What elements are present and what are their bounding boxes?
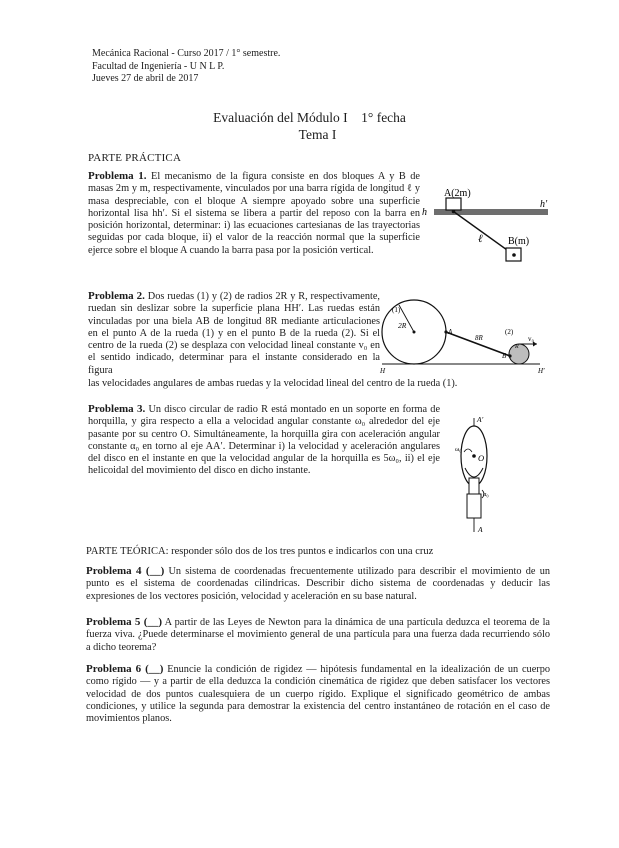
figure-3-disc-fork xyxy=(446,410,506,538)
problem-1 xyxy=(88,170,420,257)
center-1 xyxy=(413,331,416,334)
center-o xyxy=(472,454,476,458)
label-hp: h′ xyxy=(540,199,548,210)
fork-shaft xyxy=(469,478,479,494)
date-line: Jueves 27 de abril de 2017 xyxy=(92,73,199,84)
figure-1-bar-blocks xyxy=(422,186,554,272)
label-w2: (2) xyxy=(505,328,514,336)
problem-6-label: Problema 6 (__) xyxy=(86,663,164,675)
problem-4-label: Problema 4 (__) xyxy=(86,565,165,577)
joint-b xyxy=(508,354,511,357)
label-l: ℓ xyxy=(478,233,483,245)
label-o: O xyxy=(478,453,485,463)
problem-4 xyxy=(86,565,550,603)
label-a: A(2m) xyxy=(444,188,471,199)
practica-heading: PARTE PRÁCTICA xyxy=(88,152,182,164)
label-ap: A′ xyxy=(477,415,484,424)
problem-2 xyxy=(88,290,380,377)
title-line: Evaluación del Módulo I 1° fecha xyxy=(213,110,406,125)
faculty-line: Facultad de Ingeniería - U N L P. xyxy=(92,60,225,72)
figure-2-wheels xyxy=(378,298,548,374)
course-header xyxy=(92,48,280,86)
problem-6-text: Enuncie la condición de rigidez — hipótesis fundamental en la idealización de un cuerpo como rígido — y a partir de ella deduzca la condición cinemática de rigidez que deben satisfacer los vectores velocidad de dos puntos cualesquiera de un cuerpo rígido. Explique el significado geométrico de ambas condiciones, y utilice la segunda para demostrar la existencia del centro instantáneo de rotación en el caso de movimientos planos. xyxy=(86,664,550,725)
problem-2-tail: las velocidades angulares de ambas ruedas y la velocidad lineal del centro de la rueda (1). xyxy=(88,378,458,389)
label-v0: v₀ xyxy=(528,335,534,343)
problem-1-text: El mecanismo de la figura consiste en dos bloques A y B de masas 2m y m, respectivamente, vinculados por una barra rígida de longitud ℓ y masa despreciable, con el bloque A siempre apoyado sobre una superficie horizontal lisa hh′. Si el sistema se libera a partir del reposo con la barra en posición horizontal, determinar: i) las ecuaciones cartesianas de las trayectorias seguidas por cada bloque, ii) el valor de la reacción normal que la superficie ejerce sobre el bloque A cuando la barra pasa por la posición vertical. xyxy=(88,171,420,256)
exam-title xyxy=(0,110,619,143)
label-H: H xyxy=(380,367,386,374)
label-a0: α₀ xyxy=(483,491,489,498)
label-w1: (1) xyxy=(392,306,401,314)
label-Hp: H′ xyxy=(538,367,545,374)
label-w0: ω₀ xyxy=(455,446,462,453)
label-a: A xyxy=(478,525,483,534)
problem-3 xyxy=(88,403,440,478)
pivot-b xyxy=(512,253,516,257)
problem-3-text: Un disco circular de radio R está montado en un soporte en forma de horquilla, y gira respecto a ella a velocidad angular constante ω₀ alrededor del eje pasante por su centro O. Simultáneamente, la horquilla gira con aceleración angular constante α₀ en torno al eje AA′. Determinar i) la velocidad y aceleración angulares del disco en el instante en que la velocidad angular de la horquilla es 5ω₀, ii) el eje helicoidal del movimiento del disco en dicho instante. xyxy=(88,404,441,477)
problem-1-label: Problema 1. xyxy=(88,170,147,182)
label-a: A xyxy=(448,328,453,336)
problem-5-text: A partir de las Leyes de Newton para la dinámica de una partícula deduzca el teorema de la fuerza viva. ¿Puede determinarse el movimiento general de una partícula para una fuerza dada recurriendo sólo a dicho teorema? xyxy=(86,617,550,653)
support-base xyxy=(467,494,481,518)
label-b: B(m) xyxy=(508,236,530,247)
label-2r: 2R xyxy=(398,321,407,330)
bar-l xyxy=(454,212,515,256)
problem-4-text: Un sistema de coordenadas frecuentemente utilizado para describir el movimiento de un punto es el sistema de coordenadas cilíndricas. Describir dicho sistema de coordenadas y deducir las expresiones de los vectores posición, velocidad y aceleración en su base natural. xyxy=(86,566,550,602)
problem-5-label: Problema 5 (__) xyxy=(86,616,163,628)
course-line: Mecánica Racional - Curso 2017 / 1° semestre. xyxy=(92,48,281,59)
label-8r: 8R xyxy=(475,334,483,342)
block-a xyxy=(446,198,461,210)
problem-2-label: Problema 2. xyxy=(88,290,145,302)
wheel-2 xyxy=(509,344,529,364)
tema-line: Tema I xyxy=(298,126,337,142)
label-h: h xyxy=(422,207,427,218)
problem-3-label: Problema 3. xyxy=(88,403,146,415)
problem-6 xyxy=(86,663,550,725)
problem-2-text: Dos ruedas (1) y (2) de radios 2R y R, respectivamente, ruedan sin deslizar sobre la superficie plana HH′. Las ruedas están vinculadas por una biela AB de longitud 8R mediante articulaciones en el punto A de la rueda (1) y en el punto B de la rueda (2). Si el centro de la rueda (2) se desplaza con velocidad lineal constante v₀ en el sentido indicado, determinar para el instante considerado en la figura xyxy=(88,291,381,376)
label-b: B xyxy=(502,352,507,360)
label-r: R xyxy=(515,344,519,350)
problem-5 xyxy=(86,616,550,654)
teorica-heading: PARTE TEÓRICA: responder sólo dos de los tres puntos e indicarlos con una cruz xyxy=(86,546,434,557)
